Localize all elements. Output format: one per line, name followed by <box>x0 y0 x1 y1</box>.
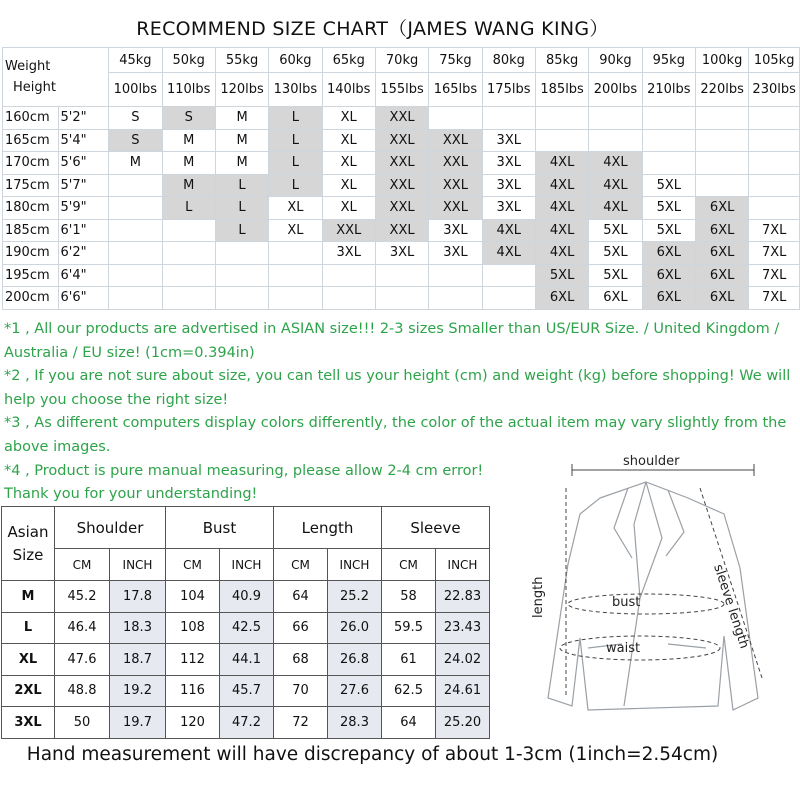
size-cell: 7XL <box>749 287 800 310</box>
size-cell: 4XL <box>535 219 588 242</box>
weight-kg-header: 50kg <box>162 48 215 73</box>
cm-value: 59.5 <box>382 612 436 644</box>
size-cell: 7XL <box>749 264 800 287</box>
inch-value: 45.7 <box>220 675 274 707</box>
sleeve-length-label: sleeve length <box>710 562 752 651</box>
size-cell <box>695 129 748 152</box>
shoulder-label: shoulder <box>623 454 680 469</box>
size-cell: XL <box>322 129 375 152</box>
height-label: Height <box>13 80 56 95</box>
inch-value: 27.6 <box>328 675 382 707</box>
size-cell <box>162 264 215 287</box>
inch-value: 22.83 <box>436 581 490 613</box>
note-1: *1 , All our products are advertised in ASIAN size!!! 2-3 sizes Smaller than US/EUR Size. / United Kingdom / Australia / EU size! (1cm=0.394in) <box>4 321 780 361</box>
measurement-row <box>2 707 490 739</box>
height-cm: 160cm <box>3 107 59 130</box>
weight-lbs-header: 130lbs <box>269 73 322 107</box>
inch-value: 25.2 <box>328 581 382 613</box>
size-cell <box>482 287 535 310</box>
size-cell <box>642 129 695 152</box>
cm-value: 72 <box>274 707 328 739</box>
cm-value: 64 <box>382 707 436 739</box>
size-label-cell: L <box>2 612 55 644</box>
size-cell <box>749 129 800 152</box>
cm-value: 48.8 <box>55 675 110 707</box>
size-cell: 5XL <box>642 174 695 197</box>
size-cell: 4XL <box>535 242 588 265</box>
size-cell <box>109 174 162 197</box>
size-cell: XL <box>322 107 375 130</box>
weight-lbs-header: 175lbs <box>482 73 535 107</box>
size-cell: XXL <box>429 197 482 220</box>
height-row <box>3 264 800 287</box>
inch-value: 19.2 <box>110 675 166 707</box>
height-feet: 6'6" <box>58 287 109 310</box>
bust-label: bust <box>612 595 641 610</box>
size-cell: XL <box>322 152 375 175</box>
size-cell <box>642 152 695 175</box>
chart-title: RECOMMEND SIZE CHART（JAMES WANG KING） <box>136 18 609 40</box>
inch-value: 18.3 <box>110 612 166 644</box>
inch-value: 44.1 <box>220 644 274 676</box>
height-feet: 5'6" <box>58 152 109 175</box>
size-cell: 5XL <box>589 264 642 287</box>
size-cell: M <box>162 152 215 175</box>
size-cell <box>109 287 162 310</box>
height-row <box>3 197 800 220</box>
weight-kg-header: 105kg <box>749 48 800 73</box>
weight-kg-header: 55kg <box>215 48 268 73</box>
inch-value: 26.0 <box>328 612 382 644</box>
size-cell <box>375 287 428 310</box>
size-cell: 3XL <box>482 152 535 175</box>
weight-kg-header: 95kg <box>642 48 695 73</box>
measurement-row <box>2 612 490 644</box>
size-cell: 3XL <box>482 129 535 152</box>
size-label-cell: XL <box>2 644 55 676</box>
size-cell <box>429 264 482 287</box>
size-cell: M <box>215 129 268 152</box>
cm-value: 108 <box>166 612 220 644</box>
size-cell: M <box>109 152 162 175</box>
weight-kg-header: 60kg <box>269 48 322 73</box>
cm-value: 104 <box>166 581 220 613</box>
height-cm: 165cm <box>3 129 59 152</box>
weight-lbs-header: 210lbs <box>642 73 695 107</box>
size-cell <box>215 242 268 265</box>
size-cell <box>589 129 642 152</box>
size-cell: S <box>109 107 162 130</box>
cm-value: 66 <box>274 612 328 644</box>
measurement-row <box>2 581 490 613</box>
height-feet: 5'4" <box>58 129 109 152</box>
unit-inch-header: INCH <box>328 549 382 581</box>
weight-lbs-header: 155lbs <box>375 73 428 107</box>
shoulder-header: Shoulder <box>55 507 166 549</box>
cm-value: 50 <box>55 707 110 739</box>
size-cell <box>162 219 215 242</box>
size-cell: XXL <box>429 152 482 175</box>
size-cell: 5XL <box>589 242 642 265</box>
height-row <box>3 219 800 242</box>
height-feet: 5'7" <box>58 174 109 197</box>
size-cell <box>269 264 322 287</box>
height-feet: 6'2" <box>58 242 109 265</box>
size-cell: 4XL <box>589 152 642 175</box>
size-cell: S <box>109 129 162 152</box>
size-cell <box>215 264 268 287</box>
size-cell: 5XL <box>589 219 642 242</box>
unit-inch-header: INCH <box>110 549 166 581</box>
size-cell <box>482 264 535 287</box>
height-row <box>3 287 800 310</box>
size-cell: 6XL <box>695 242 748 265</box>
inch-value: 28.3 <box>328 707 382 739</box>
size-cell: 4XL <box>482 242 535 265</box>
size-cell <box>695 107 748 130</box>
size-cell <box>375 264 428 287</box>
note-2: *2 , If you are not sure about size, you can tell us your height (cm) and weight (kg) before shopping! We will help you choose the right size! <box>4 368 791 408</box>
measurement-table <box>1 506 490 739</box>
unit-inch-header: INCH <box>220 549 274 581</box>
length-label: length <box>531 576 546 618</box>
weight-kg-header: 65kg <box>322 48 375 73</box>
size-cell <box>269 287 322 310</box>
sleeve-header: Sleeve <box>382 507 490 549</box>
size-cell: 3XL <box>322 242 375 265</box>
size-cell: XXL <box>375 152 428 175</box>
size-cell: 5XL <box>642 219 695 242</box>
size-cell: 7XL <box>749 219 800 242</box>
height-row <box>3 242 800 265</box>
height-cm: 175cm <box>3 174 59 197</box>
size-cell: L <box>269 174 322 197</box>
cm-value: 64 <box>274 581 328 613</box>
size-cell: M <box>162 129 215 152</box>
size-cell <box>109 242 162 265</box>
size-cell <box>749 107 800 130</box>
size-cell: 4XL <box>589 197 642 220</box>
height-row <box>3 107 800 130</box>
size-cell <box>589 107 642 130</box>
weight-kg-header: 85kg <box>535 48 588 73</box>
size-cell: XXL <box>375 107 428 130</box>
size-cell: 4XL <box>482 219 535 242</box>
size-cell <box>162 287 215 310</box>
size-cell: 6XL <box>535 287 588 310</box>
unit-cm-header: CM <box>382 549 436 581</box>
height-cm: 185cm <box>3 219 59 242</box>
measurement-row <box>2 675 490 707</box>
unit-inch-header: INCH <box>436 549 490 581</box>
cm-value: 70 <box>274 675 328 707</box>
weight-lbs-header: 110lbs <box>162 73 215 107</box>
inch-value: 24.02 <box>436 644 490 676</box>
measure-lines <box>560 464 762 698</box>
weight-kg-header: 80kg <box>482 48 535 73</box>
measurement-row <box>2 644 490 676</box>
size-label-cell: 2XL <box>2 675 55 707</box>
weight-kg-header: 75kg <box>429 48 482 73</box>
size-cell: 4XL <box>535 197 588 220</box>
weight-label: Weight <box>5 59 51 74</box>
size-cell <box>749 152 800 175</box>
size-cell <box>162 242 215 265</box>
size-cell <box>695 174 748 197</box>
size-cell: 6XL <box>642 264 695 287</box>
size-cell: XXL <box>429 174 482 197</box>
size-cell: XL <box>322 174 375 197</box>
size-cell: L <box>215 197 268 220</box>
size-cell: 3XL <box>375 242 428 265</box>
weight-lbs-header: 200lbs <box>589 73 642 107</box>
size-cell <box>429 287 482 310</box>
inch-value: 42.5 <box>220 612 274 644</box>
footer-note: Hand measurement will have discrepancy of about 1-3cm (1inch=2.54cm) <box>26 744 719 765</box>
size-cell: 6XL <box>642 287 695 310</box>
inch-value: 47.2 <box>220 707 274 739</box>
weight-kg-header: 100kg <box>695 48 748 73</box>
inch-value: 18.7 <box>110 644 166 676</box>
size-cell: 6XL <box>695 197 748 220</box>
height-cm: 180cm <box>3 197 59 220</box>
size-cell: 3XL <box>482 174 535 197</box>
size-cell <box>109 197 162 220</box>
size-cell: 3XL <box>429 219 482 242</box>
size-cell: S <box>162 107 215 130</box>
height-feet: 5'9" <box>58 197 109 220</box>
size-cell: 4XL <box>535 152 588 175</box>
length-header: Length <box>274 507 382 549</box>
size-cell <box>749 197 800 220</box>
size-cell: 5XL <box>535 264 588 287</box>
size-cell: M <box>215 107 268 130</box>
size-cell: M <box>162 174 215 197</box>
size-cell <box>482 107 535 130</box>
note-3: *3 , As different computers display colors differently, the color of the actual item may vary slightly from the above images. <box>4 415 787 455</box>
inch-value: 26.8 <box>328 644 382 676</box>
weight-kg-header: 45kg <box>109 48 162 73</box>
height-cm: 200cm <box>3 287 59 310</box>
size-cell: XL <box>322 197 375 220</box>
size-cell <box>749 174 800 197</box>
size-cell: 6XL <box>695 287 748 310</box>
size-cell: XXL <box>322 219 375 242</box>
size-cell: L <box>215 174 268 197</box>
size-cell <box>535 129 588 152</box>
bust-header: Bust <box>166 507 274 549</box>
cm-value: 58 <box>382 581 436 613</box>
weight-lbs-header: 230lbs <box>749 73 800 107</box>
weight-height-corner <box>3 48 109 107</box>
size-cell: L <box>269 152 322 175</box>
waist-label: waist <box>606 641 641 656</box>
size-cell: L <box>269 107 322 130</box>
cm-value: 120 <box>166 707 220 739</box>
jacket-diagram <box>528 448 778 738</box>
unit-cm-header: CM <box>166 549 220 581</box>
cm-value: 61 <box>382 644 436 676</box>
size-cell <box>322 264 375 287</box>
size-cell: XL <box>269 219 322 242</box>
size-cell: 3XL <box>482 197 535 220</box>
weight-lbs-header: 165lbs <box>429 73 482 107</box>
note-thanks: Thank you for your understanding! <box>4 486 258 503</box>
size-cell: 4XL <box>535 174 588 197</box>
size-cell <box>429 107 482 130</box>
asian-label: Asian <box>7 522 49 541</box>
height-row <box>3 152 800 175</box>
size-cell <box>322 287 375 310</box>
size-cell: 6XL <box>589 287 642 310</box>
weight-lbs-header: 220lbs <box>695 73 748 107</box>
size-cell: 6XL <box>695 264 748 287</box>
size-cell: 7XL <box>749 242 800 265</box>
inch-value: 23.43 <box>436 612 490 644</box>
inch-value: 40.9 <box>220 581 274 613</box>
weight-kg-header: 90kg <box>589 48 642 73</box>
size-cell <box>215 287 268 310</box>
inch-value: 24.61 <box>436 675 490 707</box>
size-cell: XXL <box>375 219 428 242</box>
size-cell: 6XL <box>642 242 695 265</box>
height-feet: 5'2" <box>58 107 109 130</box>
weight-kg-header: 70kg <box>375 48 428 73</box>
size-cell: 5XL <box>642 197 695 220</box>
weight-lbs-header: 140lbs <box>322 73 375 107</box>
inch-value: 25.20 <box>436 707 490 739</box>
cm-value: 68 <box>274 644 328 676</box>
inch-value: 19.7 <box>110 707 166 739</box>
size-cell: L <box>162 197 215 220</box>
size-cell: XXL <box>375 129 428 152</box>
size-cell <box>109 219 162 242</box>
asian-size-header <box>2 507 55 581</box>
weight-lbs-header: 120lbs <box>215 73 268 107</box>
size-label: Size <box>12 545 44 564</box>
size-cell: L <box>269 129 322 152</box>
height-cm: 195cm <box>3 264 59 287</box>
size-label-cell: M <box>2 581 55 613</box>
weight-lbs-header: 100lbs <box>109 73 162 107</box>
cm-value: 45.2 <box>55 581 110 613</box>
size-cell: 6XL <box>695 219 748 242</box>
size-cell: M <box>215 152 268 175</box>
size-cell <box>535 107 588 130</box>
recommend-size-table <box>2 47 800 310</box>
size-cell <box>695 152 748 175</box>
cm-value: 47.6 <box>55 644 110 676</box>
size-cell: XL <box>269 197 322 220</box>
size-cell: XXL <box>375 197 428 220</box>
size-cell: XXL <box>375 174 428 197</box>
weight-lbs-header: 185lbs <box>535 73 588 107</box>
size-cell <box>109 264 162 287</box>
size-cell: 4XL <box>589 174 642 197</box>
size-cell <box>269 242 322 265</box>
cm-value: 116 <box>166 675 220 707</box>
size-label-cell: 3XL <box>2 707 55 739</box>
size-cell: L <box>215 219 268 242</box>
inch-value: 17.8 <box>110 581 166 613</box>
height-row <box>3 129 800 152</box>
cm-value: 46.4 <box>55 612 110 644</box>
unit-cm-header: CM <box>55 549 110 581</box>
height-feet: 6'1" <box>58 219 109 242</box>
cm-value: 62.5 <box>382 675 436 707</box>
height-feet: 6'4" <box>58 264 109 287</box>
note-4: *4 , Product is pure manual measuring, please allow 2-4 cm error! <box>4 462 484 479</box>
height-cm: 190cm <box>3 242 59 265</box>
height-cm: 170cm <box>3 152 59 175</box>
cm-value: 112 <box>166 644 220 676</box>
size-cell: XXL <box>429 129 482 152</box>
size-cell <box>642 107 695 130</box>
height-row <box>3 174 800 197</box>
unit-cm-header: CM <box>274 549 328 581</box>
size-cell: 3XL <box>429 242 482 265</box>
